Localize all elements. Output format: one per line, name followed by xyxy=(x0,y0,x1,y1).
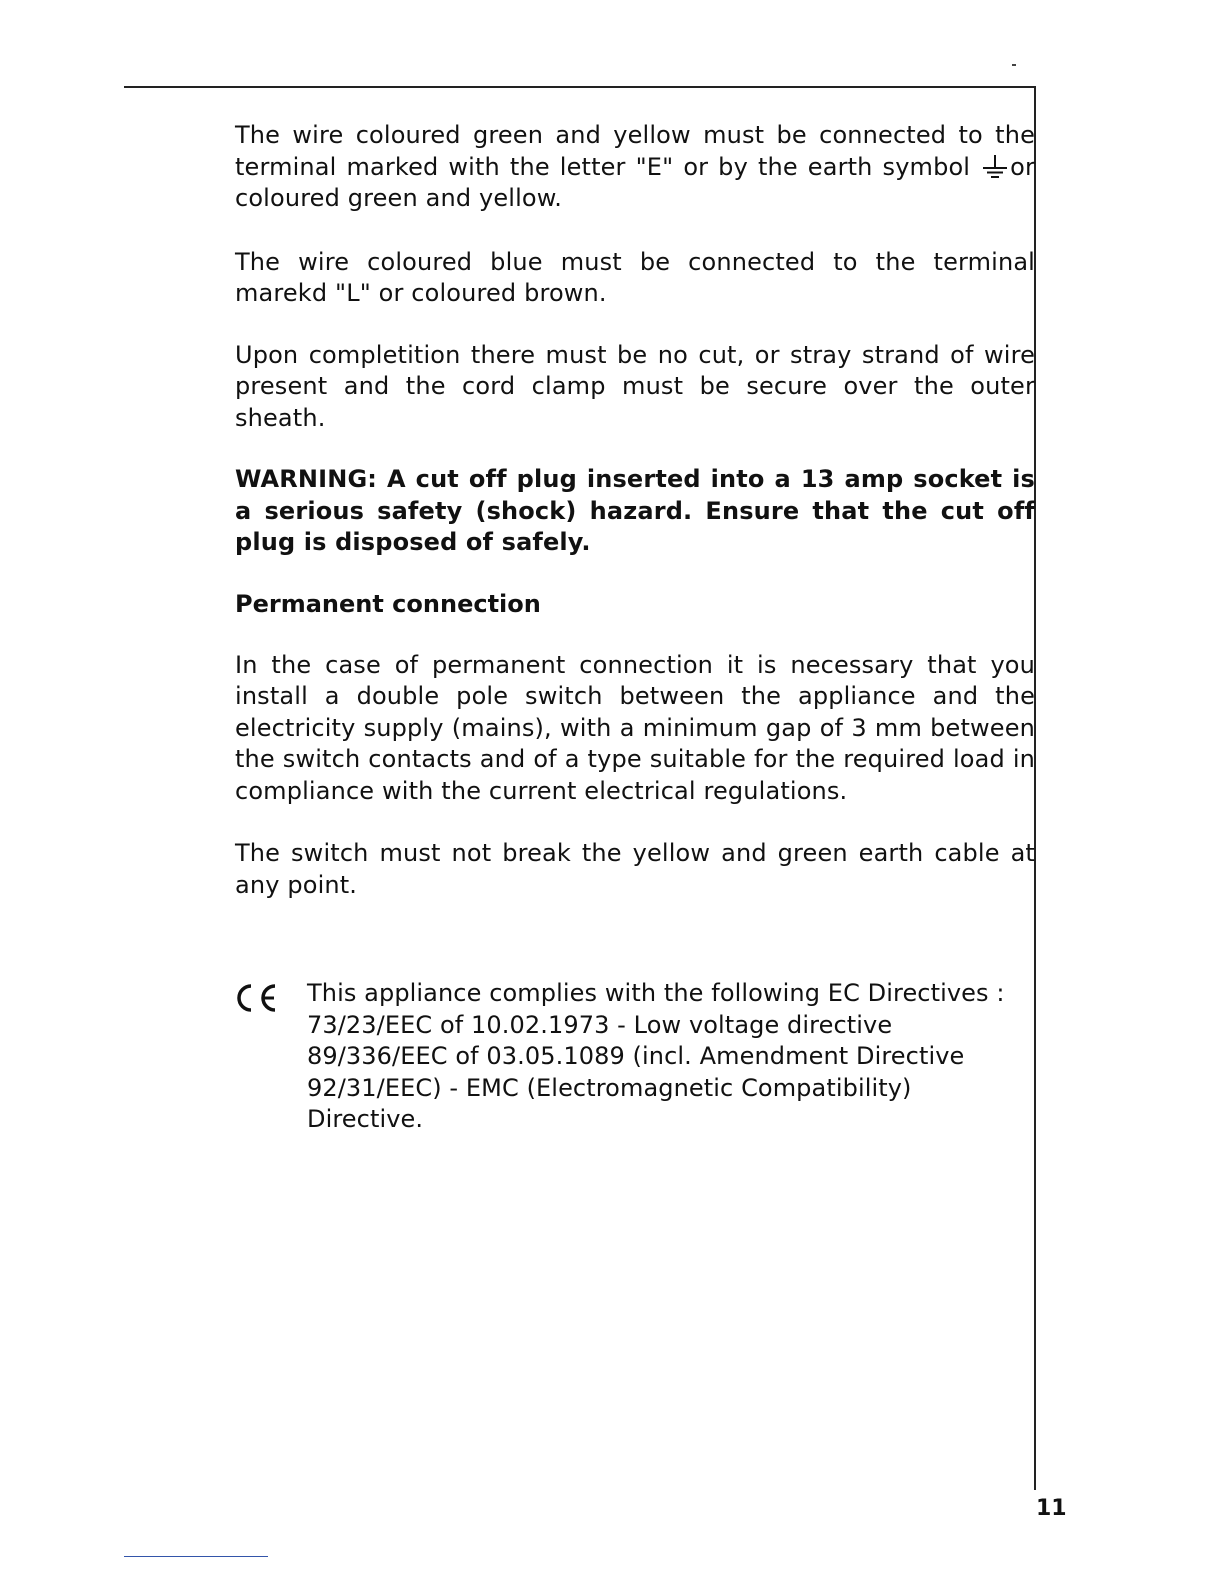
switch-note-paragraph: The switch must not break the yellow and green earth cable at any point. xyxy=(235,839,1035,899)
ce-mark-icon xyxy=(234,980,284,1016)
top-border-rule xyxy=(124,86,1036,88)
page-number: 11 xyxy=(1036,1496,1067,1521)
scan-tick-mark xyxy=(1012,64,1016,66)
blue-wire-paragraph: The wire coloured blue must be connected to the terminal marekd "L" or coloured brown. xyxy=(235,247,1035,307)
earth-wire-text-end: or coloured green and yellow. xyxy=(235,152,1035,212)
permanent-connection-paragraph: In the case of permanent connection it is necessary that you install a double pole switch between the appliance and the electricity supply (mains), with a minimum gap of 3 mm between the switch contacts and of a type suitable for the required load in compliance with the current electrical regulations. xyxy=(235,650,1035,805)
ce-compliance-block xyxy=(234,978,1014,1136)
earth-ground-icon xyxy=(980,155,1010,179)
warning-paragraph: WARNING: A cut off plug inserted into a 13 amp socket is a serious safety (shock) hazard. Ensure that the cut off plug is disposed of safely. xyxy=(235,465,1035,556)
page-content xyxy=(235,120,1035,901)
earth-wire-paragraph xyxy=(235,120,1035,215)
ce-statement-text: This appliance complies with the following EC Directives : 73/23/EEC of 10.02.1973 - Low voltage directive 89/336/EEC of 03.05.1089 (incl. Amendment Directive 92/31/EEC) - EMC (Electromagnetic Compatibility) Directive. xyxy=(307,979,1005,1133)
earth-wire-text: The wire coloured green and yellow must be connected to the terminal marked with the letter "E" or by the earth symbol xyxy=(235,121,1035,181)
scan-bottom-mark xyxy=(124,1556,268,1557)
section-heading: Permanent connection xyxy=(235,589,541,618)
completion-paragraph: Upon completition there must be no cut, or stray strand of wire present and the cord clamp must be secure over the outer sheath. xyxy=(235,340,1035,432)
